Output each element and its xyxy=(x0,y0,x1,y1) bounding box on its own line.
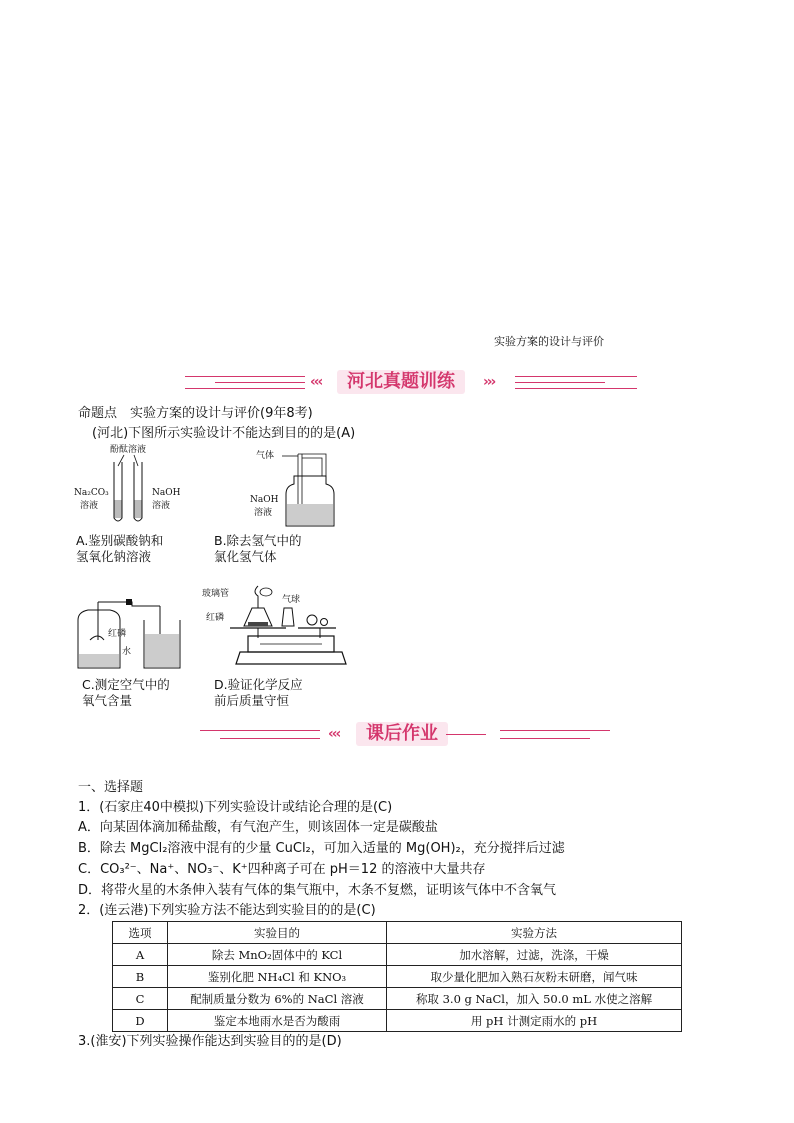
table-cell: 配制质量分数为 6%的 NaCl 溶液 xyxy=(168,988,387,1010)
running-header: 实验方案的设计与评价 xyxy=(494,335,604,348)
fig-b-label-sol: 溶液 xyxy=(254,508,273,518)
banner-title: 课后作业 xyxy=(356,722,448,746)
table-cell: 用 pH 计测定雨水的 pH xyxy=(387,1010,682,1032)
fig-d-label-p: 红磷 xyxy=(206,613,225,623)
fig-c-label-p: 红磷 xyxy=(108,629,127,639)
fig-a-label-naoh: NaOH xyxy=(152,488,181,498)
fig-b-label-gas: 气体 xyxy=(256,451,275,461)
q1-option-a: A．向某固体滴加稀盐酸，有气泡产生，则该固体一定是碳酸盐 xyxy=(78,820,438,835)
banner-hebei xyxy=(185,370,637,396)
q2-stem: 2．(连云港)下列实验方法不能达到实验目的的是(C) xyxy=(78,903,376,918)
q2-table xyxy=(112,921,682,1032)
table-row xyxy=(113,944,682,966)
table-cell: 取少量化肥加入熟石灰粉末研磨，闻气味 xyxy=(387,966,682,988)
table-cell: B xyxy=(113,966,168,988)
section-heading: 一、选择题 xyxy=(78,780,144,795)
figure-d-caption-2: 前后质量守恒 xyxy=(214,693,290,708)
table-header: 实验目的 xyxy=(168,922,387,944)
figure-c-oxygen-apparatus xyxy=(70,592,190,674)
chevron-left-icon: ‹‹‹ xyxy=(310,374,322,390)
fig-a-label-na2co3: Na₂CO₃ xyxy=(74,488,109,498)
q1-option-c: C．CO₃²⁻、Na⁺、NO₃⁻、K⁺四种离子可在 pH＝12 的溶液中大量共存 xyxy=(78,862,486,877)
table-row xyxy=(113,966,682,988)
fig-b-label-naoh: NaOH xyxy=(250,495,279,505)
table-cell: C xyxy=(113,988,168,1010)
table-cell: 加水溶解，过滤，洗涤，干燥 xyxy=(387,944,682,966)
fig-c-label-water: 水 xyxy=(122,647,132,657)
chevron-left-icon: ‹‹‹ xyxy=(328,726,340,742)
table-row xyxy=(113,1010,682,1032)
table-row xyxy=(113,988,682,1010)
table-cell: 称取 3.0 g NaCl，加入 50.0 mL 水使之溶解 xyxy=(387,988,682,1010)
banner-title: 河北真题训练 xyxy=(337,370,465,394)
q3-stem: 3.(淮安)下列实验操作能达到实验目的的是(D) xyxy=(78,1034,342,1049)
figure-a-test-tubes xyxy=(72,440,202,532)
table-header: 实验方法 xyxy=(387,922,682,944)
q1-stem: 1．(石家庄40中模拟)下列实验设计或结论合理的是(C) xyxy=(78,800,393,815)
figure-c-caption-2: 氧气含量 xyxy=(82,693,133,708)
banner-homework xyxy=(200,722,620,748)
q1-option-d: D．将带火星的木条伸入装有气体的集气瓶中，木条不复燃，证明该气体中不含氧气 xyxy=(78,883,557,898)
fig-a-label-sol1: 溶液 xyxy=(80,501,99,511)
table-cell: 鉴定本地雨水是否为酸雨 xyxy=(168,1010,387,1032)
figure-a-caption-1: A.鉴别碳酸钠和 xyxy=(76,533,164,548)
fig-a-label-sol2: 溶液 xyxy=(152,501,171,511)
figure-b-caption-1: B.除去氢气中的 xyxy=(214,533,302,548)
q1-option-b: B．除去 MgCl₂溶液中混有的少量 CuCl₂，可加入适量的 Mg(OH)₂，充分搅拌后过滤 xyxy=(78,841,565,856)
question-line: (河北)下图所示实验设计不能达到目的的是(A) xyxy=(92,426,356,441)
figure-b-gas-bottle xyxy=(246,446,346,532)
table-cell: A xyxy=(113,944,168,966)
figure-d-caption-1: D.验证化学反应 xyxy=(214,677,303,692)
table-header: 选项 xyxy=(113,922,168,944)
table-cell: D xyxy=(113,1010,168,1032)
figure-b-caption-2: 氯化氢气体 xyxy=(214,549,277,564)
figure-a-caption-2: 氢氧化钠溶液 xyxy=(76,549,152,564)
table-cell: 鉴别化肥 NH₄Cl 和 KNO₃ xyxy=(168,966,387,988)
fig-d-label-tube: 玻璃管 xyxy=(202,589,230,599)
fig-a-label-phenol: 酚酞溶液 xyxy=(110,445,147,455)
chevron-right-icon: ››› xyxy=(483,374,495,390)
figure-c-caption-1: C.测定空气中的 xyxy=(82,677,170,692)
table-cell: 除去 MnO₂固体中的 KCl xyxy=(168,944,387,966)
figure-d-balance xyxy=(200,582,350,674)
fig-d-label-balloon: 气球 xyxy=(282,595,301,605)
topic-line: 命题点 实验方案的设计与评价(9年8考) xyxy=(78,406,313,421)
table-header-row xyxy=(113,922,682,944)
